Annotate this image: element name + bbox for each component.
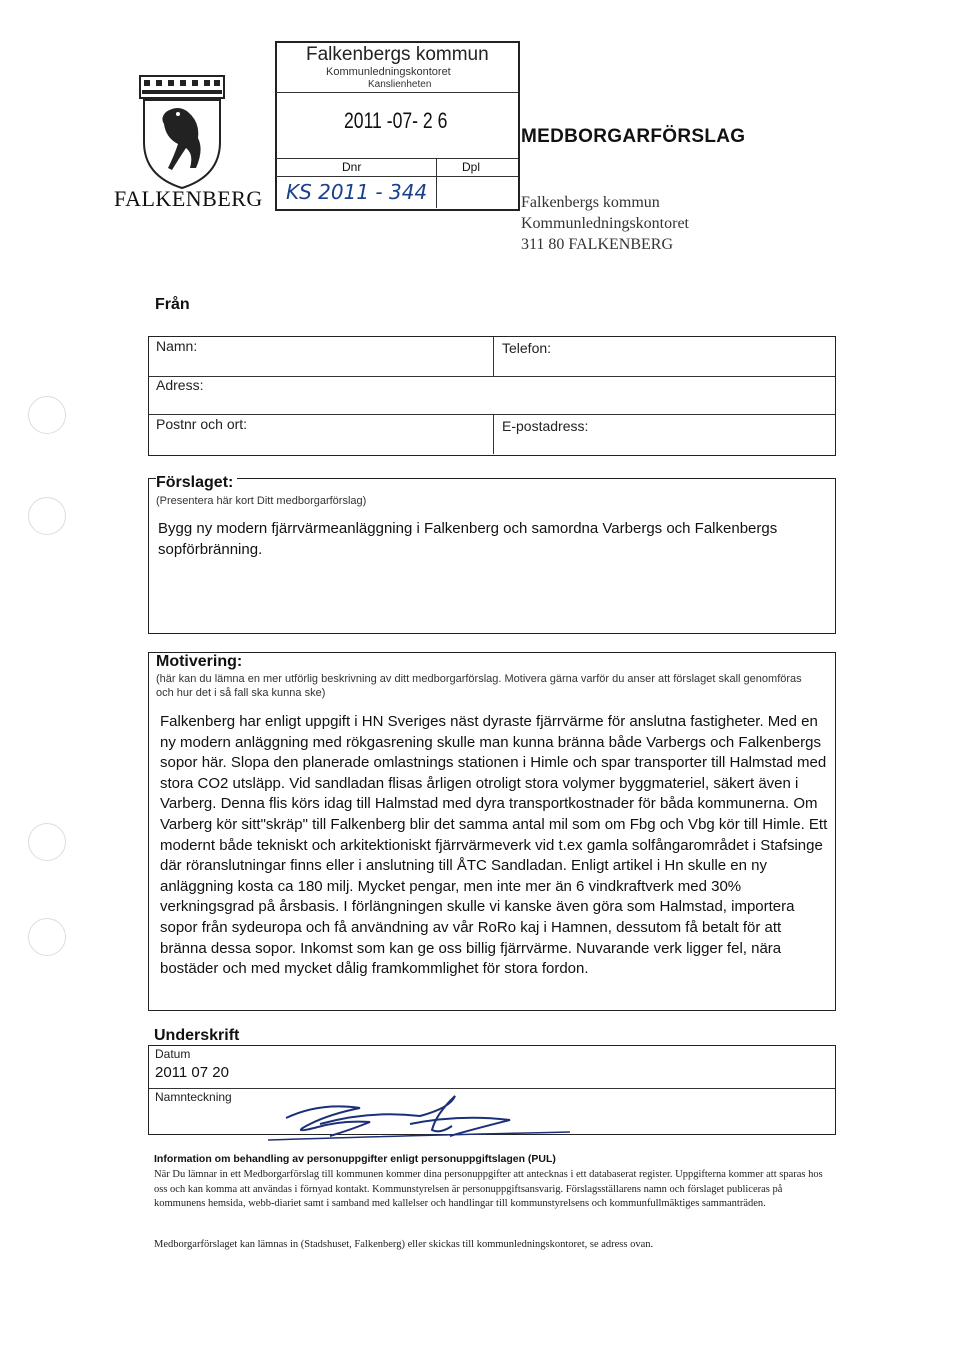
signature-image bbox=[250, 1084, 590, 1156]
stamp-dnr-label: Dnr bbox=[342, 160, 362, 174]
email-field-label: E-postadress: bbox=[502, 418, 589, 434]
info-text: När Du lämnar in ett Medborgarförslag till kommunen kommer dina personuppgifter att antecknas i ett databaserat register. Uppgifterna kommer att sparas hos oss och kan komma att användas i förnyad kontakt. Kommunstyrelsen är personuppgiftsansvarig. Förslagsställarens namn och förslaget publiceras på kommunens hemsida, webb-diariet samt i samband med kallelser och handlingar till kommunstyrelsens och kommunfullmäktiges sammanträden. bbox=[154, 1169, 823, 1209]
page-title: MEDBORGARFÖRSLAG bbox=[521, 126, 746, 147]
address-field[interactable] bbox=[220, 378, 820, 410]
recipient-line-2: Kommunledningskontoret bbox=[521, 215, 689, 232]
recipient-line-3: 311 80 FALKENBERG bbox=[521, 236, 673, 253]
name-field-label: Namn: bbox=[156, 338, 198, 354]
punch-hole bbox=[28, 396, 66, 434]
stamp-dnr-value: KS 2011 - 344 bbox=[286, 180, 428, 204]
recipient-address bbox=[521, 192, 689, 255]
motivation-title: Motivering: bbox=[156, 653, 243, 670]
info-footer: Medborgarförslaget kan lämnas in (Stadshuset, Falkenberg) eller skickas till kommunledningskontoret, se adress ovan. bbox=[154, 1239, 654, 1250]
stamp-office: Kommunledningskontoret bbox=[326, 66, 451, 78]
date-field-label: Datum bbox=[155, 1047, 191, 1061]
zip-field[interactable] bbox=[156, 434, 486, 452]
stamp-org: Falkenbergs kommun bbox=[306, 44, 489, 65]
punch-hole bbox=[28, 497, 66, 535]
municipality-label: FALKENBERG bbox=[114, 186, 263, 211]
punch-hole bbox=[28, 823, 66, 861]
coat-of-arms-icon bbox=[138, 72, 226, 190]
address-field-label: Adress: bbox=[156, 377, 204, 393]
info-title: Information om behandling av personuppgifter enligt personuppgiftslagen (PUL) bbox=[154, 1153, 556, 1165]
punch-hole bbox=[28, 918, 66, 956]
from-section-title: Från bbox=[155, 296, 190, 313]
proposal-hint: (Presentera här kort Ditt medborgarförslag) bbox=[156, 495, 367, 507]
signature-section-title: Underskrift bbox=[154, 1027, 240, 1044]
proposal-text[interactable]: Bygg ny modern fjärrvärmeanläggning i Falkenberg och samordna Varbergs och Falkenbergs sopförbränning. bbox=[158, 520, 778, 558]
date-field[interactable]: 2011 07 20 bbox=[155, 1064, 229, 1081]
stamp-unit: Kanslienheten bbox=[368, 79, 432, 90]
phone-field-label: Telefon: bbox=[502, 340, 552, 356]
email-field[interactable] bbox=[600, 418, 830, 448]
phone-field[interactable] bbox=[570, 340, 830, 370]
recipient-line-1: Falkenbergs kommun bbox=[521, 194, 660, 211]
motivation-hint: (här kan du lämna en mer utförlig beskrivning av ditt medborgarförslag. Motivera gärna varför du anser att förslaget skall genomföras och hur det i så fall ska kunna ske) bbox=[156, 673, 802, 699]
stamp-dpl-label: Dpl bbox=[462, 160, 481, 174]
zip-field-label: Postnr och ort: bbox=[156, 416, 248, 432]
name-field[interactable] bbox=[156, 356, 486, 374]
motivation-text[interactable]: Falkenberg har enligt uppgift i HN Sveriges näst dyraste fjärrvärme för anslutna fastigheter. Med en ny modern anläggning med rökgasrening skulle man kunna bränna både Varbergs och Falkenbergs sopor här. Slopa den planerade omlastnings stationen i Himle och spar transporter till Halmstad med stora CO2 utsläpp. Vid sandladan flisas årligen otroligt stora volymer byggmateriel, säkert även i Varberg. Denna flis körs idag till Halmstad med dyra transportkostnader för båda kommunerna. Om Varberg kör sitt"skräp" till Falkenberg blir det samma antal mil som om Fbg och Vbg kör till Himle. Ett modernt både tekniskt och arkitektioniskt fjärrvärmeverk vid t.ex gamla solfångarområdet i Stafsinge där röranslutningar finns eller i anslutning till ÅTC Sandladan. Enligt artikel i Hn skulle en ny anläggning kosta ca 180 milj. Mycket pengar, men inte mer än 6 vindkraftverk med 30% verkningsgrad på årsbasis. I förlängningen skulle vi kanske även göra som Halmstad, importera sopor från sydeuropa och få användning av vår RoRo kaj i Hamnen, dessutom få betalt för att bränna dessa sopor. Inkomst som kan ge oss billig fjärrvärme. Nuvarande verk ligger fel, nära bostäder och med mycket dålig framkommlighet för stora fordon. bbox=[160, 713, 828, 978]
proposal-title: Förslaget: bbox=[156, 474, 237, 492]
signature-field-label: Namnteckning bbox=[155, 1090, 232, 1104]
stamp-date: 2011 -07- 2 6 bbox=[344, 108, 448, 133]
